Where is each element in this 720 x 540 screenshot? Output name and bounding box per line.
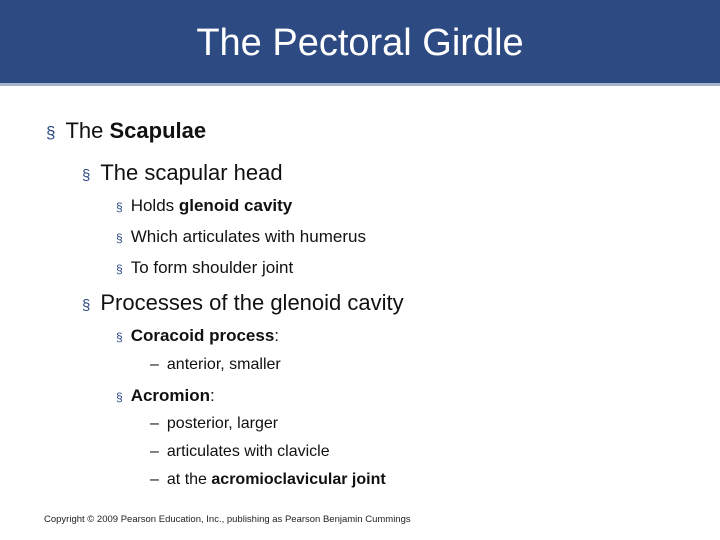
dash-icon: –	[150, 443, 159, 460]
slide-title: The Pectoral Girdle	[196, 22, 524, 64]
dash-icon: –	[150, 471, 159, 488]
dash-acromioclavicular: – at the acromioclavicular joint	[150, 471, 386, 488]
bullet-coracoid: § Coracoid process:	[116, 326, 280, 345]
bullet-processes: § Processes of the glenoid cavity	[82, 290, 404, 315]
dash-articulates-clavicle: – articulates with clavicle	[150, 443, 330, 460]
bullet-icon: §	[116, 330, 123, 344]
bullet-icon: §	[116, 200, 123, 214]
dash-icon: –	[150, 356, 159, 373]
bullet-icon: §	[82, 297, 91, 314]
bullet-holds-glenoid: § Holds glenoid cavity	[116, 196, 293, 215]
bullet-scapulae: § The Scapulae	[46, 118, 207, 143]
title-bar	[0, 0, 720, 86]
bullet-icon: §	[46, 123, 56, 142]
bullet-shoulder-joint: § To form shoulder joint	[116, 258, 294, 277]
bullet-icon: §	[82, 167, 91, 184]
bullet-scapular-head: § The scapular head	[82, 160, 283, 185]
dash-icon: –	[150, 415, 159, 432]
bullet-acromion: § Acromion:	[116, 386, 215, 405]
copyright-footer: Copyright © 2009 Pearson Education, Inc., publishing as Pearson Benjamin Cummings	[44, 514, 411, 525]
dash-posterior-larger: – posterior, larger	[150, 415, 279, 432]
bullet-articulates-humerus: § Which articulates with humerus	[116, 227, 366, 246]
dash-anterior-smaller: – anterior, smaller	[150, 356, 281, 373]
bullet-icon: §	[116, 390, 123, 404]
bullet-icon: §	[116, 262, 123, 276]
bullet-icon: §	[116, 231, 123, 245]
